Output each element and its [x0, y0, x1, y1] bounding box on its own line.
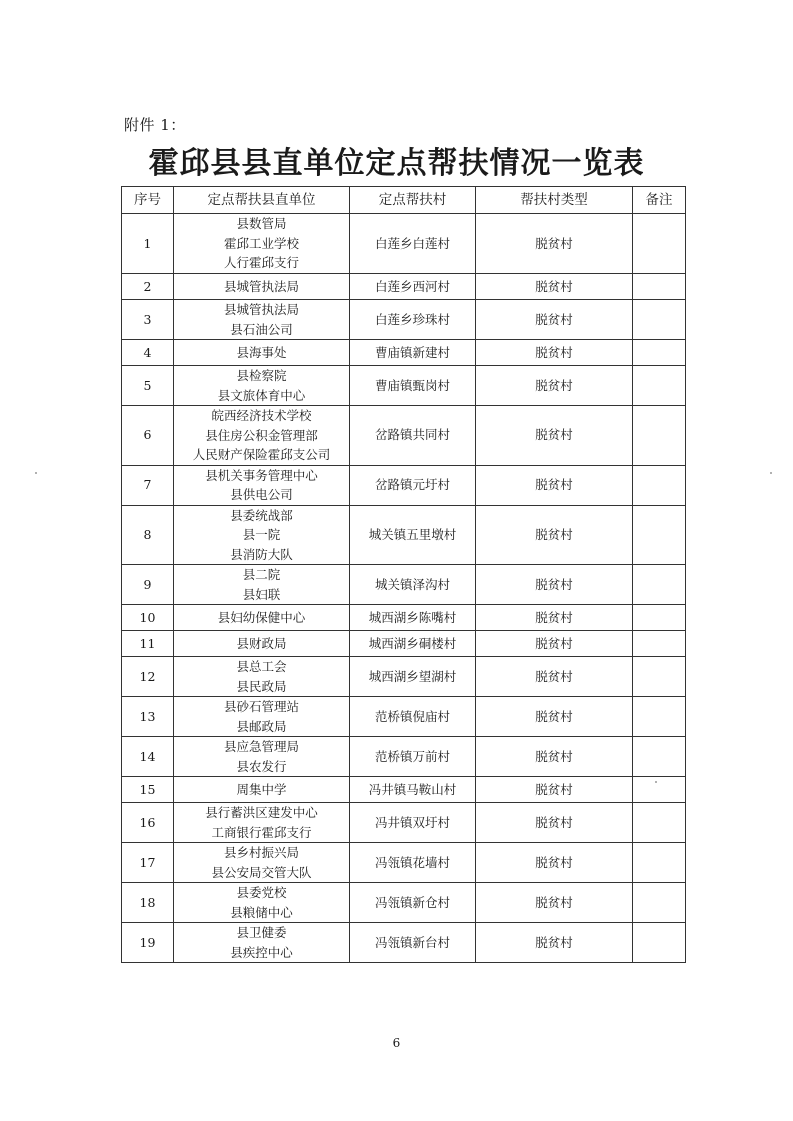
document-title: 霍邱县县直单位定点帮扶情况一览表	[148, 146, 645, 181]
table-row	[122, 274, 686, 300]
row-units	[174, 300, 350, 340]
row-village-type: 脱贫村	[476, 406, 633, 466]
row-village: 城西湖乡陈嘴村	[350, 605, 476, 631]
row-units	[174, 803, 350, 843]
unit-name: 县粮储中心	[230, 904, 293, 920]
scan-speck	[655, 781, 657, 783]
row-serial: 3	[122, 300, 174, 340]
row-note	[633, 505, 686, 565]
header-village-type: 帮扶村类型	[476, 187, 633, 214]
unit-name: 县民政局	[236, 678, 287, 694]
scan-speck	[770, 472, 772, 474]
row-serial: 4	[122, 340, 174, 366]
row-units	[174, 777, 350, 803]
unit-name: 县乡村振兴局	[223, 845, 299, 860]
row-units	[174, 737, 350, 777]
row-village-type: 脱贫村	[476, 803, 633, 843]
unit-name: 县委统战部	[230, 507, 293, 523]
table-row	[122, 366, 686, 406]
row-units	[174, 340, 350, 366]
unit-name: 县卫健委	[236, 925, 287, 940]
unit-name: 县消防大队	[230, 546, 293, 562]
unit-name: 工商银行霍邱支行	[211, 824, 312, 840]
attachment-label: 附件 1：	[124, 116, 186, 134]
row-village-type: 脱贫村	[476, 366, 633, 406]
row-serial: 12	[122, 657, 174, 697]
page-number: 6	[392, 1036, 401, 1050]
row-village: 城西湖乡硐楼村	[350, 631, 476, 657]
unit-name: 县城管执法局	[223, 278, 299, 294]
unit-name: 县妇联	[242, 586, 281, 602]
unit-name: 县财政局	[236, 635, 287, 651]
unit-name: 县行蓄洪区建发中心	[205, 805, 318, 820]
unit-name: 县供电公司	[230, 487, 293, 502]
unit-name: 县二院	[242, 567, 281, 582]
row-village-type: 脱贫村	[476, 883, 633, 923]
row-village-type: 脱贫村	[476, 923, 633, 963]
row-village: 范桥镇万前村	[350, 737, 476, 777]
table-row	[122, 631, 686, 657]
table-row	[122, 214, 686, 274]
table-row	[122, 777, 686, 803]
row-units	[174, 631, 350, 657]
row-serial: 11	[122, 631, 174, 657]
row-serial: 18	[122, 883, 174, 923]
row-note	[633, 737, 686, 777]
aid-table	[121, 186, 686, 963]
row-village-type: 脱贫村	[476, 843, 633, 883]
row-units	[174, 465, 350, 505]
table-row	[122, 465, 686, 505]
header-village: 定点帮扶村	[350, 187, 476, 214]
row-village: 岔路镇共同村	[350, 406, 476, 466]
row-village-type: 脱贫村	[476, 214, 633, 274]
row-note	[633, 631, 686, 657]
row-village-type: 脱贫村	[476, 465, 633, 505]
row-village: 白莲乡白莲村	[350, 214, 476, 274]
row-serial: 15	[122, 777, 174, 803]
row-village: 城关镇五里墩村	[350, 505, 476, 565]
row-village: 岔路镇元圩村	[350, 465, 476, 505]
unit-name: 县总工会	[236, 659, 287, 674]
row-note	[633, 406, 686, 466]
unit-name: 霍邱工业学校	[223, 235, 299, 251]
row-note	[633, 657, 686, 697]
row-village-type: 脱贫村	[476, 340, 633, 366]
row-units	[174, 605, 350, 631]
row-units	[174, 697, 350, 737]
table-row	[122, 843, 686, 883]
row-note	[633, 340, 686, 366]
unit-name: 县应急管理局	[223, 739, 299, 754]
row-note	[633, 923, 686, 963]
row-village-type: 脱贫村	[476, 605, 633, 631]
table-row	[122, 803, 686, 843]
row-units	[174, 406, 350, 466]
table-row	[122, 565, 686, 605]
table-row	[122, 657, 686, 697]
row-village: 冯瓴镇花墙村	[350, 843, 476, 883]
table-row	[122, 300, 686, 340]
row-note	[633, 366, 686, 406]
row-village-type: 脱贫村	[476, 565, 633, 605]
row-units	[174, 565, 350, 605]
row-note	[633, 777, 686, 803]
table-row	[122, 883, 686, 923]
unit-name: 人行霍邱支行	[223, 255, 299, 271]
row-village: 范桥镇倪庙村	[350, 697, 476, 737]
row-serial: 2	[122, 274, 174, 300]
table-row	[122, 605, 686, 631]
row-village-type: 脱贫村	[476, 300, 633, 340]
row-note	[633, 697, 686, 737]
row-village-type: 脱贫村	[476, 274, 633, 300]
row-units	[174, 923, 350, 963]
row-serial: 17	[122, 843, 174, 883]
table-row	[122, 406, 686, 466]
unit-name: 县城管执法局	[223, 302, 299, 317]
row-serial: 19	[122, 923, 174, 963]
table-body	[122, 214, 686, 963]
scan-speck	[35, 472, 37, 474]
row-units	[174, 843, 350, 883]
row-village: 白莲乡珍珠村	[350, 300, 476, 340]
header-note: 备注	[633, 187, 686, 214]
row-village: 冯瓴镇新仓村	[350, 883, 476, 923]
row-note	[633, 274, 686, 300]
table-row	[122, 737, 686, 777]
row-village: 城关镇泽沟村	[350, 565, 476, 605]
unit-name: 县公安局交管大队	[211, 864, 312, 880]
unit-name: 县砂石管理站	[223, 699, 299, 714]
header-serial: 序号	[122, 187, 174, 214]
row-units	[174, 366, 350, 406]
table-header-row	[122, 187, 686, 214]
row-serial: 13	[122, 697, 174, 737]
unit-name: 县数管局	[236, 216, 287, 232]
row-serial: 1	[122, 214, 174, 274]
row-note	[633, 843, 686, 883]
row-village: 曹庙镇新建村	[350, 340, 476, 366]
row-serial: 10	[122, 605, 174, 631]
row-village-type: 脱贫村	[476, 737, 633, 777]
row-serial: 9	[122, 565, 174, 605]
row-village: 城西湖乡望湖村	[350, 657, 476, 697]
row-note	[633, 465, 686, 505]
row-village-type: 脱贫村	[476, 631, 633, 657]
row-village: 白莲乡西河村	[350, 274, 476, 300]
row-serial: 16	[122, 803, 174, 843]
unit-name: 县海事处	[236, 344, 287, 360]
unit-name: 县石油公司	[230, 321, 293, 337]
unit-name: 县机关事务管理中心	[205, 467, 318, 483]
row-village: 冯井镇双圩村	[350, 803, 476, 843]
header-unit: 定点帮扶县直单位	[174, 187, 350, 214]
row-serial: 5	[122, 366, 174, 406]
unit-name: 县检察院	[236, 368, 287, 383]
row-units	[174, 214, 350, 274]
unit-name: 县委党校	[236, 885, 287, 900]
row-note	[633, 214, 686, 274]
row-serial: 14	[122, 737, 174, 777]
row-note	[633, 883, 686, 923]
row-serial: 6	[122, 406, 174, 466]
row-village-type: 脱贫村	[476, 697, 633, 737]
unit-name: 县住房公积金管理部	[205, 427, 318, 443]
unit-name: 县疾控中心	[230, 944, 293, 960]
unit-name: 人民财产保险霍邱支公司	[192, 447, 331, 462]
unit-name: 县文旅体育中心	[217, 387, 306, 403]
row-serial: 8	[122, 505, 174, 565]
row-units	[174, 657, 350, 697]
table-row	[122, 340, 686, 366]
unit-name: 县一院	[242, 527, 281, 542]
unit-name: 皖西经济技术学校	[211, 408, 312, 423]
table-row	[122, 923, 686, 963]
row-note	[633, 565, 686, 605]
row-village-type: 脱贫村	[476, 657, 633, 697]
unit-name: 周集中学	[236, 781, 287, 797]
table-row	[122, 505, 686, 565]
table-row	[122, 697, 686, 737]
row-note	[633, 605, 686, 631]
row-village: 曹庙镇甄岗村	[350, 366, 476, 406]
row-village: 冯井镇马鞍山村	[350, 777, 476, 803]
row-village: 冯瓴镇新台村	[350, 923, 476, 963]
row-serial: 7	[122, 465, 174, 505]
row-units	[174, 883, 350, 923]
row-note	[633, 803, 686, 843]
unit-name: 县妇幼保健中心	[217, 609, 306, 625]
row-units	[174, 505, 350, 565]
row-units	[174, 274, 350, 300]
unit-name: 县农发行	[236, 758, 287, 774]
row-village-type: 脱贫村	[476, 777, 633, 803]
unit-name: 县邮政局	[236, 718, 287, 734]
row-note	[633, 300, 686, 340]
row-village-type: 脱贫村	[476, 505, 633, 565]
